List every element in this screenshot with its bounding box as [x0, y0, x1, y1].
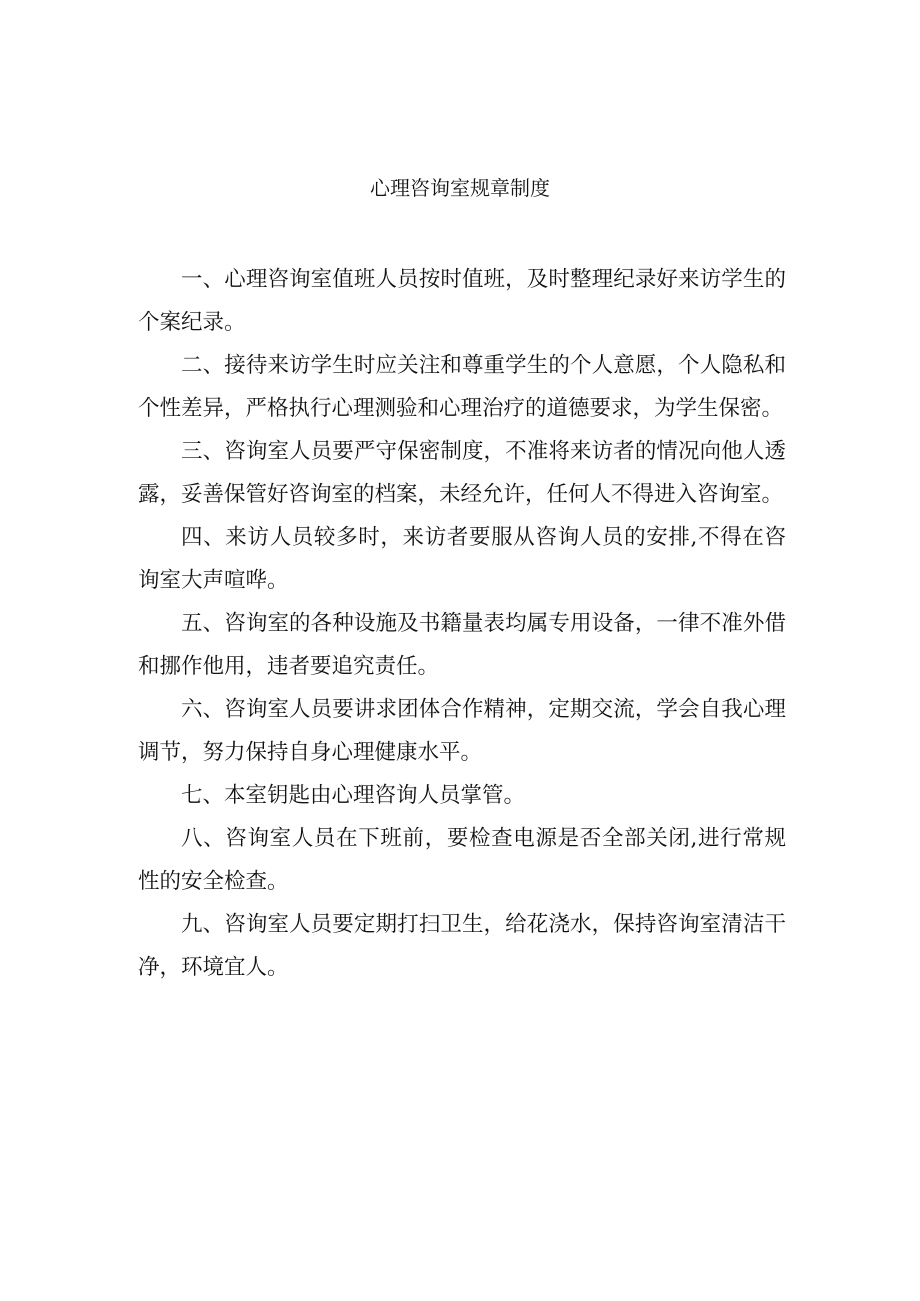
rule-paragraph-8: 八、咨询室人员在下班前，要检查电源是否全部关闭,进行常规性的安全检查。: [138, 826, 786, 894]
rule-paragraph-3: 三、咨询室人员要严守保密制度，不准将来访者的情况向他人透露，妥善保管好咨询室的档案，未经允许，任何人不得进入咨询室。: [138, 439, 786, 507]
rule-paragraph-4: 四、来访人员较多时，来访者要服从咨询人员的安排,不得在咨询室大声喧哗。: [138, 525, 786, 593]
rule-paragraph-1: 一、心理咨询室值班人员按时值班，及时整理纪录好来访学生的个案纪录。: [138, 267, 786, 335]
rule-paragraph-7: 七、本室钥匙由心理咨询人员掌管。: [181, 783, 526, 808]
rule-paragraph-2: 二、接待来访学生时应关注和尊重学生的个人意愿，个人隐私和个性差异，严格执行心理测验和心理治疗的道德要求，为学生保密。: [138, 353, 786, 421]
rule-paragraph-9: 九、咨询室人员要定期打扫卫生，给花浇水，保持咨询室清洁干净，环境宜人。: [138, 912, 786, 980]
document-title: 心理咨询室规章制度: [370, 176, 550, 200]
document-body: [138, 258, 786, 989]
rule-paragraph-5: 五、咨询室的各种设施及书籍量表均属专用设备，一律不准外借和挪作他用，违者要追究责任。: [138, 611, 786, 679]
rule-paragraph-6: 六、咨询室人员要讲求团体合作精神，定期交流，学会自我心理调节，努力保持自身心理健康水平。: [138, 697, 786, 765]
